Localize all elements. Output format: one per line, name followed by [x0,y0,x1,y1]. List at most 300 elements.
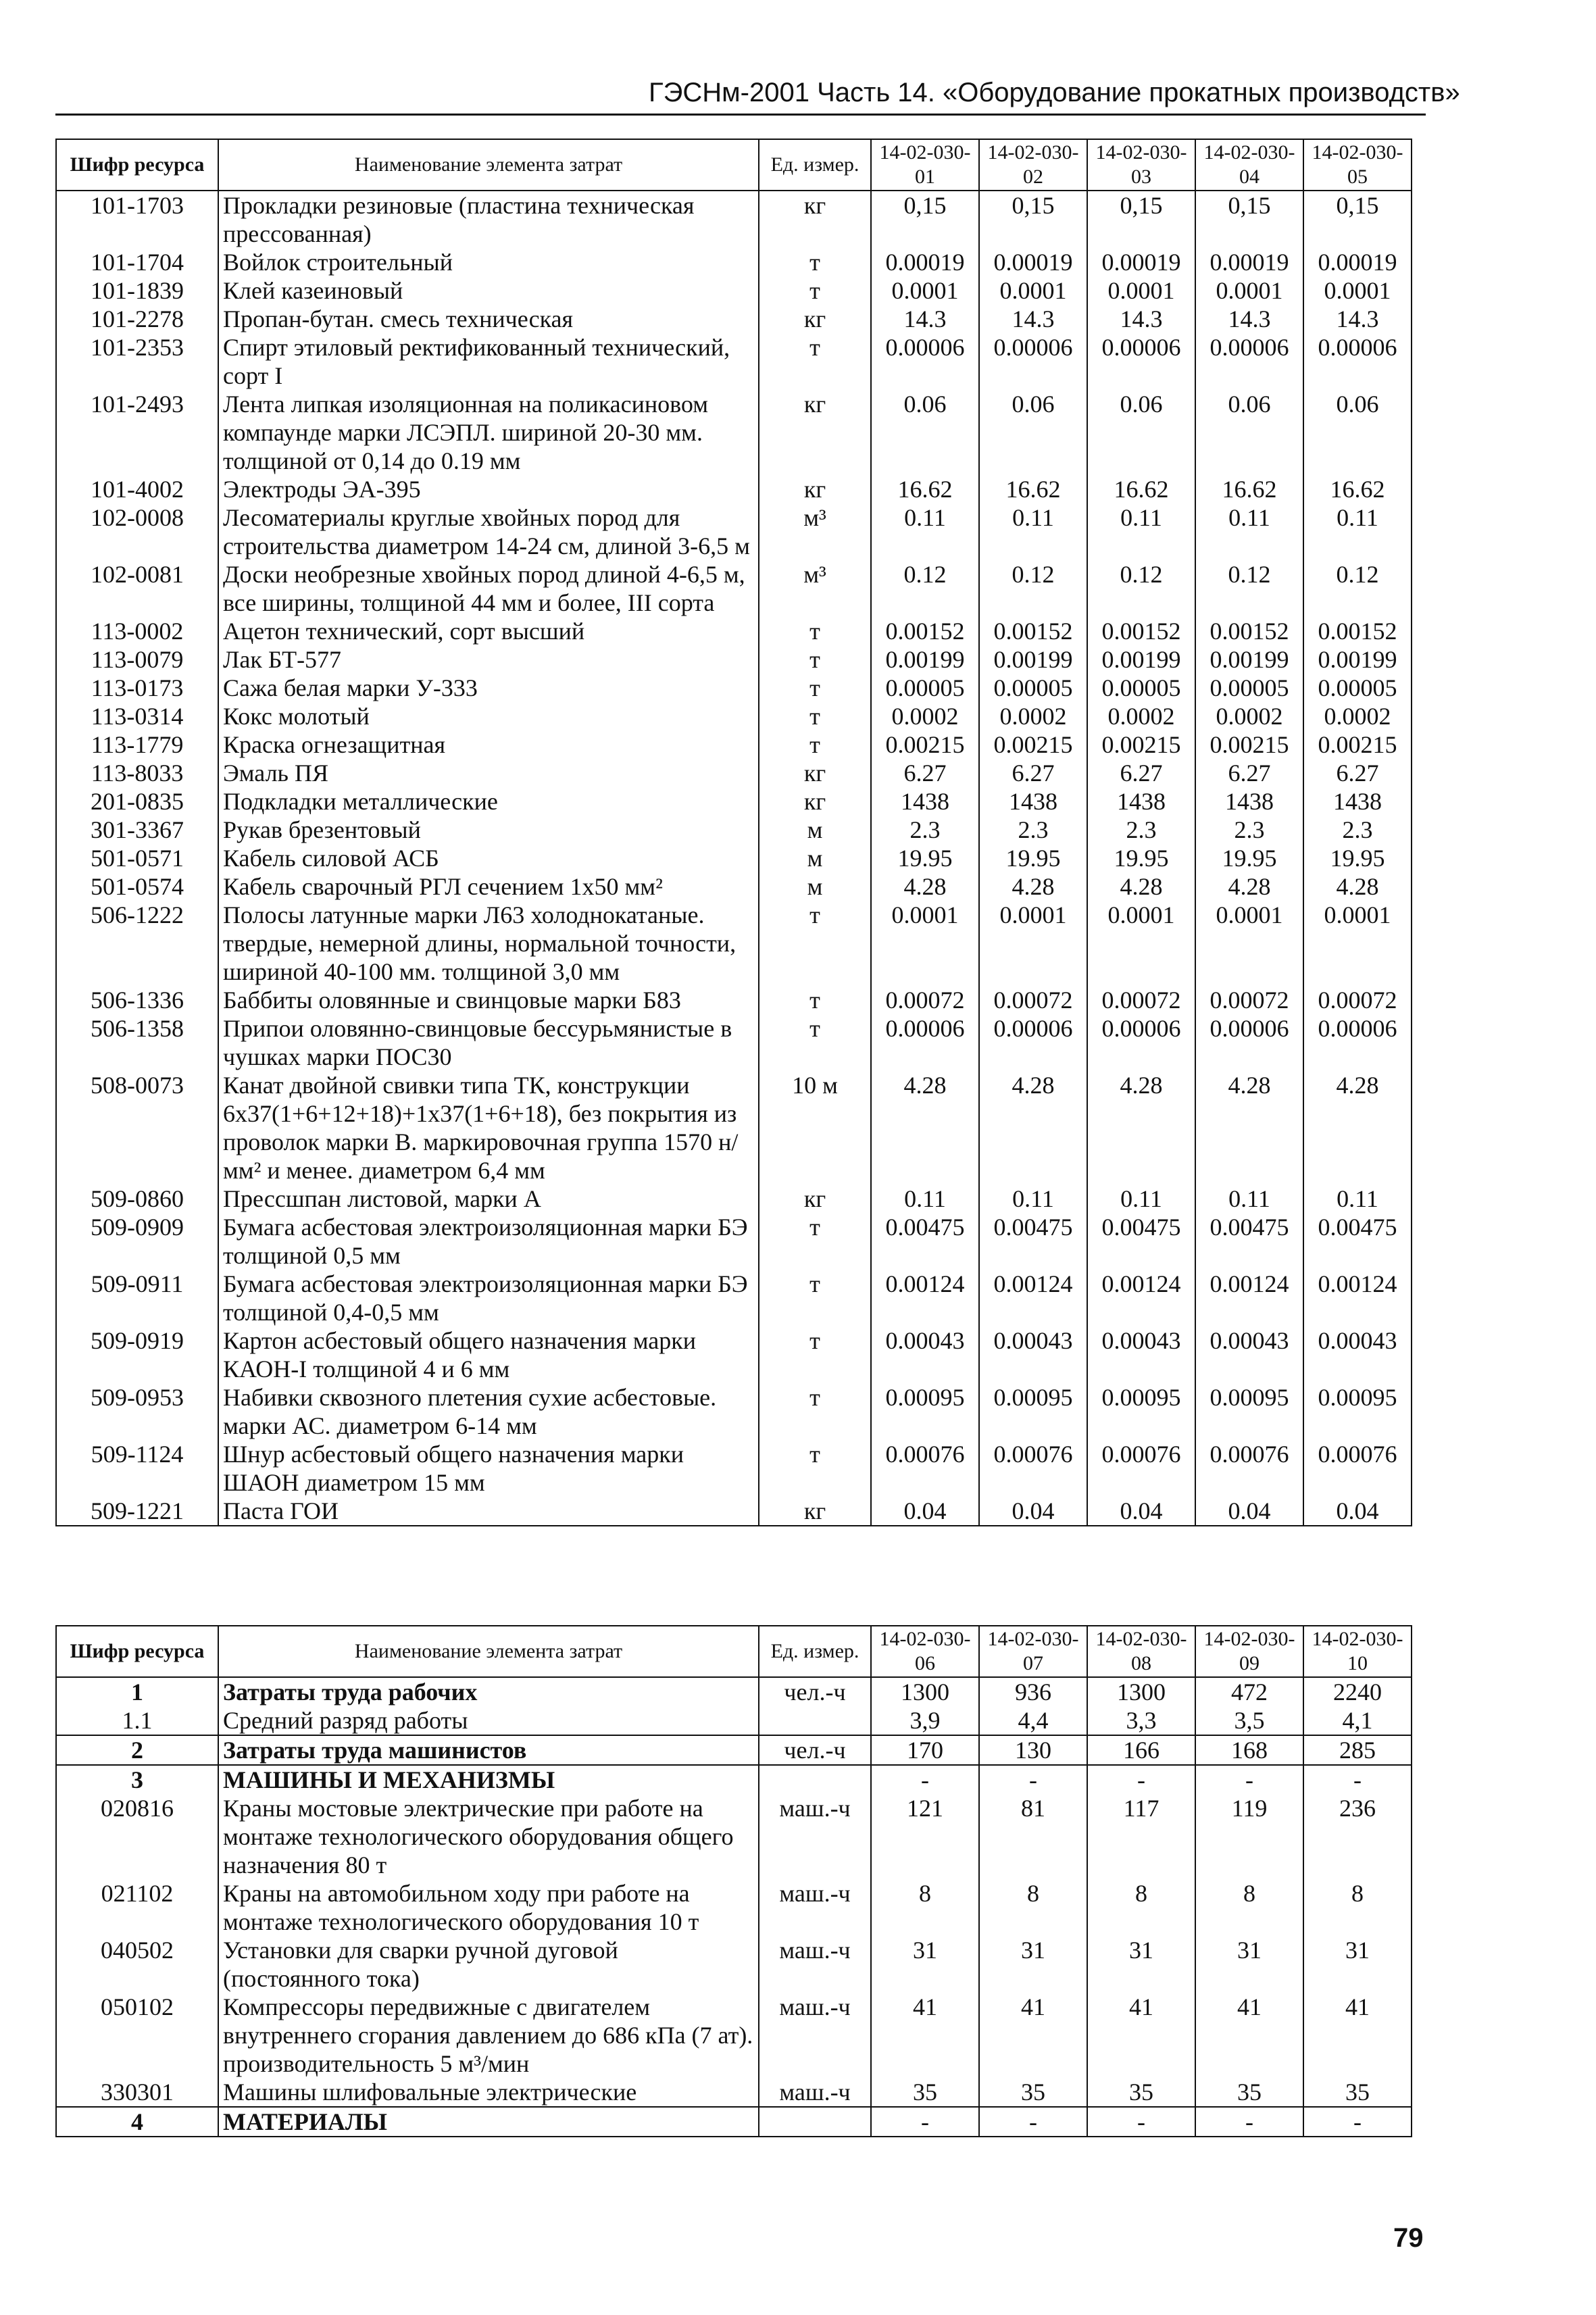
resource-code-cell: 509-1221 [56,1497,218,1526]
value-cell: 16.62 [871,475,979,503]
value-cell: 8 [1195,1879,1303,1936]
value-cell: 4.28 [871,872,979,901]
value-cell: - [979,2107,1087,2137]
cost-element-name-cell: Ацетон технический, сорт высший [218,617,759,645]
value-cell: 2.3 [1195,816,1303,844]
value-cell: 0.00124 [1195,1270,1303,1326]
value-cell: 81 [979,1794,1087,1879]
unit-cell: т [759,901,871,986]
cost-element-name-cell: Бумага асбестовая электроизоляционная марки БЭ толщиной 0,4-0,5 мм [218,1270,759,1326]
value-cell: 2.3 [1303,816,1412,844]
table-row [56,901,1412,986]
unit-cell: т [759,1270,871,1326]
value-cell: 14.3 [1195,305,1303,333]
value-cell: 6.27 [979,759,1087,787]
table-row [56,645,1412,674]
value-cell: 170 [871,1735,979,1765]
cost-element-name-cell: МАТЕРИАЛЫ [218,2107,759,2137]
unit-cell [759,1706,871,1735]
value-cell: 41 [1303,1993,1412,2078]
table-row [56,1677,1412,1706]
value-cell: - [1303,1765,1412,1794]
resource-code-cell: 501-0574 [56,872,218,901]
value-cell: 0.12 [1087,560,1195,617]
unit-cell: т [759,276,871,305]
unit-cell: чел.-ч [759,1677,871,1706]
value-cell: 0.11 [1087,1185,1195,1213]
value-cell: 0.0002 [871,702,979,730]
cost-element-name-cell: Баббиты оловянные и свинцовые марки Б83 [218,986,759,1014]
value-cell: 19.95 [979,844,1087,872]
value-cell: 0.00199 [979,645,1087,674]
value-cell: - [979,1765,1087,1794]
value-cell: 35 [1195,2078,1303,2107]
value-cell: 117 [1087,1794,1195,1879]
value-cell: 0.11 [871,1185,979,1213]
value-cell: 1438 [871,787,979,816]
cost-element-name-cell: Полосы латунные марки Л63 холоднокатаные. твердые, немерной длины, нормальной точности, шириной 40-100 мм. толщиной 3,0 мм [218,901,759,986]
value-cell: 0.00475 [871,1213,979,1270]
value-cell: 0.04 [1195,1497,1303,1526]
value-cell: 0.12 [1195,560,1303,617]
value-cell: 0.00072 [1303,986,1412,1014]
value-cell: 0.0001 [1303,901,1412,986]
unit-cell: т [759,645,871,674]
table-row [56,1735,1412,1765]
unit-cell: кг [759,475,871,503]
value-cell: 0.00215 [871,730,979,759]
page-header: ГЭСНм-2001 Часть 14. «Оборудование прокатных производств» [649,78,1460,107]
value-cell: 8 [1087,1879,1195,1936]
cost-element-name-cell: Шнур асбестовый общего назначения марки ШАОН диаметром 15 мм [218,1440,759,1497]
value-cell: 16.62 [1087,475,1195,503]
value-cell: 1300 [871,1677,979,1706]
unit-cell: м³ [759,503,871,560]
unit-cell: м [759,816,871,844]
resource-code-cell: 050102 [56,1993,218,2078]
resource-code-cell: 506-1336 [56,986,218,1014]
value-cell: 0.0001 [1303,276,1412,305]
unit-cell: м [759,844,871,872]
table-header-row [56,139,1412,191]
col-header-name: Наименование элемента затрат [218,1626,759,1677]
value-cell: 0.0002 [1303,702,1412,730]
value-cell: - [1195,1765,1303,1794]
value-cell: 4.28 [871,1071,979,1185]
value-cell: 0.00095 [1087,1383,1195,1440]
cost-element-name-cell: Подкладки металлические [218,787,759,816]
cost-element-name-cell: Затраты труда машинистов [218,1735,759,1765]
table-row [56,560,1412,617]
value-cell: 0.12 [1303,560,1412,617]
table-row [56,1706,1412,1735]
value-cell: 0.00043 [1195,1326,1303,1383]
cost-element-name-cell: Картон асбестовый общего назначения марки КАОН-I толщиной 4 и 6 мм [218,1326,759,1383]
value-cell: 1438 [979,787,1087,816]
value-cell: - [1195,2107,1303,2137]
resource-code-cell: 301-3367 [56,816,218,844]
value-cell: 19.95 [1195,844,1303,872]
cost-element-name-cell: Установки для сварки ручной дуговой (постоянного тока) [218,1936,759,1993]
value-cell: 35 [871,2078,979,2107]
value-cell: 0.00043 [1087,1326,1195,1383]
unit-cell: т [759,730,871,759]
resource-code-cell: 201-0835 [56,787,218,816]
unit-cell: 10 м [759,1071,871,1185]
table-row [56,1213,1412,1270]
value-cell: 6.27 [1195,759,1303,787]
unit-cell: кг [759,191,871,248]
value-cell: 31 [979,1936,1087,1993]
unit-cell: т [759,674,871,702]
value-cell: 0.00152 [1087,617,1195,645]
resource-code-cell: 501-0571 [56,844,218,872]
value-cell: 4.28 [1303,1071,1412,1185]
unit-cell: т [759,248,871,276]
value-cell: 19.95 [1087,844,1195,872]
value-cell: 0.12 [979,560,1087,617]
table-row [56,1185,1412,1213]
value-cell: 0.00475 [1303,1213,1412,1270]
resource-code-cell: 1 [56,1677,218,1706]
cost-element-name-cell: Лента липкая изоляционная на поликасиновом компаунде марки ЛСЭПЛ. шириной 20-30 мм. толщиной от 0,14 до 0.19 мм [218,390,759,475]
value-cell: - [871,1765,979,1794]
unit-cell: кг [759,305,871,333]
value-cell: - [1087,2107,1195,2137]
table-row [56,2078,1412,2107]
value-cell: 0.0001 [1195,901,1303,986]
col-header-unit: Ед. измер. [759,1626,871,1677]
value-cell: 0.00124 [1303,1270,1412,1326]
value-cell: 41 [871,1993,979,2078]
cost-element-name-cell: Рукав брезентовый [218,816,759,844]
value-cell: 0.06 [1195,390,1303,475]
cost-element-name-cell: Прессшпан листовой, марки А [218,1185,759,1213]
value-cell: 0.00475 [979,1213,1087,1270]
resource-code-cell: 506-1358 [56,1014,218,1071]
resource-code-cell: 101-2493 [56,390,218,475]
table-row [56,872,1412,901]
value-cell: 0,15 [1087,191,1195,248]
value-cell: 0.11 [979,1185,1087,1213]
cost-element-name-cell: Канат двойной свивки типа ТК, конструкции 6х37(1+6+12+18)+1х37(1+6+18), без покрытия из проволок марки В. маркировочная группа 1570 н/мм² и менее. диаметром 6,4 мм [218,1071,759,1185]
unit-cell: чел.-ч [759,1735,871,1765]
value-cell: 16.62 [1303,475,1412,503]
resource-code-cell: 1.1 [56,1706,218,1735]
value-cell: 0.00043 [871,1326,979,1383]
resource-code-cell: 509-0909 [56,1213,218,1270]
value-cell: 0.00076 [1195,1440,1303,1497]
value-cell: 119 [1195,1794,1303,1879]
value-cell: 14.3 [1087,305,1195,333]
col-header-3: 14-02-030-03 [1087,139,1195,191]
value-cell: 16.62 [1195,475,1303,503]
table-row [56,1014,1412,1071]
resource-code-cell: 506-1222 [56,901,218,986]
value-cell: 0.00006 [871,333,979,390]
resource-code-cell: 3 [56,1765,218,1794]
resource-code-cell: 113-0002 [56,617,218,645]
resource-code-cell: 330301 [56,2078,218,2107]
value-cell: 0.0001 [871,276,979,305]
value-cell: 0.00199 [1195,645,1303,674]
unit-cell: кг [759,759,871,787]
value-cell: 4.28 [1195,872,1303,901]
value-cell: 35 [1087,2078,1195,2107]
value-cell: 0.11 [979,503,1087,560]
value-cell: 8 [1303,1879,1412,1936]
value-cell: 0.00043 [1303,1326,1412,1383]
value-cell: 0.00076 [871,1440,979,1497]
value-cell: 2.3 [871,816,979,844]
value-cell: 4.28 [979,1071,1087,1185]
resource-code-cell: 113-0314 [56,702,218,730]
value-cell: 41 [1087,1993,1195,2078]
resource-code-cell: 113-0173 [56,674,218,702]
value-cell: 0.00072 [1087,986,1195,1014]
value-cell: 0.00124 [979,1270,1087,1326]
value-cell: 35 [1303,2078,1412,2107]
value-cell: 4,1 [1303,1706,1412,1735]
value-cell: 0.0001 [979,901,1087,986]
value-cell: 0.00215 [979,730,1087,759]
value-cell: 285 [1303,1735,1412,1765]
value-cell: 166 [1087,1735,1195,1765]
value-cell: 6.27 [871,759,979,787]
value-cell: 0.06 [1303,390,1412,475]
unit-cell [759,2107,871,2137]
value-cell: 0.00124 [871,1270,979,1326]
resource-code-cell: 101-4002 [56,475,218,503]
unit-cell: т [759,333,871,390]
value-cell: 41 [979,1993,1087,2078]
cost-element-name-cell: Бумага асбестовая электроизоляционная марки БЭ толщиной 0,5 мм [218,1213,759,1270]
cost-element-name-cell: Краска огнезащитная [218,730,759,759]
value-cell: 121 [871,1794,979,1879]
value-cell: 16.62 [979,475,1087,503]
value-cell: 4.28 [1195,1071,1303,1185]
value-cell: 0.0002 [979,702,1087,730]
table-row [56,787,1412,816]
table-row [56,1497,1412,1526]
table-row [56,503,1412,560]
value-cell: 0.11 [1087,503,1195,560]
resource-code-cell: 101-2278 [56,305,218,333]
value-cell: 0.00006 [979,333,1087,390]
col-header-3: 14-02-030-08 [1087,1626,1195,1677]
value-cell: 0.00152 [979,617,1087,645]
table-row [56,986,1412,1014]
value-cell: 168 [1195,1735,1303,1765]
unit-cell: м³ [759,560,871,617]
cost-element-name-cell: Пропан-бутан. смесь техническая [218,305,759,333]
value-cell: 0.00199 [871,645,979,674]
unit-cell: т [759,1383,871,1440]
resource-code-cell: 509-0953 [56,1383,218,1440]
value-cell: 0.00006 [979,1014,1087,1071]
table-row [56,191,1412,248]
value-cell: 3,5 [1195,1706,1303,1735]
value-cell: 0.00072 [979,986,1087,1014]
value-cell: 19.95 [1303,844,1412,872]
unit-cell: т [759,1014,871,1071]
value-cell: 3,3 [1087,1706,1195,1735]
resource-code-cell: 113-1779 [56,730,218,759]
unit-cell: т [759,986,871,1014]
unit-cell: м [759,872,871,901]
value-cell: 4,4 [979,1706,1087,1735]
value-cell: 0.11 [871,503,979,560]
value-cell: 0.00005 [871,674,979,702]
value-cell: 0.00006 [1087,1014,1195,1071]
table-row [56,276,1412,305]
unit-cell: кг [759,1497,871,1526]
table-row [56,1794,1412,1879]
table-row [56,1936,1412,1993]
value-cell: 0.00215 [1303,730,1412,759]
value-cell: 0.00006 [1195,333,1303,390]
resource-code-cell: 508-0073 [56,1071,218,1185]
resource-code-cell: 101-2353 [56,333,218,390]
value-cell: 0.00095 [979,1383,1087,1440]
table-row [56,1270,1412,1326]
resource-code-cell: 2 [56,1735,218,1765]
table-row [56,1993,1412,2078]
value-cell: 0.11 [1303,1185,1412,1213]
unit-cell: кг [759,390,871,475]
value-cell: 2240 [1303,1677,1412,1706]
col-header-1: 14-02-030-01 [871,139,979,191]
table-row [56,702,1412,730]
col-header-code: Шифр ресурса [56,1626,218,1677]
value-cell: 0.11 [1303,503,1412,560]
value-cell: 31 [1195,1936,1303,1993]
cost-element-name-cell: Затраты труда рабочих [218,1677,759,1706]
value-cell: - [1087,1765,1195,1794]
col-header-name: Наименование элемента затрат [218,139,759,191]
resource-code-cell: 020816 [56,1794,218,1879]
resource-code-cell: 101-1704 [56,248,218,276]
labor-machines-table [55,1625,1412,2137]
value-cell: 19.95 [871,844,979,872]
value-cell: 2.3 [1087,816,1195,844]
resource-code-cell: 509-0911 [56,1270,218,1326]
value-cell: 0.00199 [1087,645,1195,674]
resource-code-cell: 113-8033 [56,759,218,787]
cost-element-name-cell: Сажа белая марки У-333 [218,674,759,702]
value-cell: 0.12 [871,560,979,617]
unit-cell: маш.-ч [759,2078,871,2107]
table-row [56,674,1412,702]
col-header-4: 14-02-030-09 [1195,1626,1303,1677]
value-cell: 41 [1195,1993,1303,2078]
col-header-2: 14-02-030-02 [979,139,1087,191]
col-header-1: 14-02-030-06 [871,1626,979,1677]
table-row [56,816,1412,844]
value-cell: 0.04 [871,1497,979,1526]
cost-element-name-cell: Компрессоры передвижные с двигателем внутреннего сгорания давлением до 686 кПа (7 ат). производительность 5 м³/мин [218,1993,759,2078]
value-cell: 31 [871,1936,979,1993]
value-cell: 0,15 [979,191,1087,248]
table-row [56,1440,1412,1497]
cost-element-name-cell: Войлок строительный [218,248,759,276]
resource-code-cell: 101-1839 [56,276,218,305]
table-row [56,2107,1412,2137]
unit-cell: маш.-ч [759,1794,871,1879]
col-header-5: 14-02-030-05 [1303,139,1412,191]
value-cell: 0.0002 [1195,702,1303,730]
unit-cell: т [759,702,871,730]
resource-code-cell: 509-0919 [56,1326,218,1383]
cost-element-name-cell: Припои оловянно-свинцовые бессурьмянистые в чушках марки ПОС30 [218,1014,759,1071]
unit-cell: т [759,1326,871,1383]
value-cell: 0.00475 [1087,1213,1195,1270]
value-cell: - [871,2107,979,2137]
table-row [56,333,1412,390]
table-row [56,305,1412,333]
value-cell: 1438 [1087,787,1195,816]
value-cell: 472 [1195,1677,1303,1706]
page-number: 79 [1393,2223,1424,2253]
resource-code-cell: 021102 [56,1879,218,1936]
resource-code-cell: 102-0081 [56,560,218,617]
value-cell: 0.00006 [1303,1014,1412,1071]
col-header-5: 14-02-030-10 [1303,1626,1412,1677]
table-row [56,248,1412,276]
value-cell: 0.00152 [1195,617,1303,645]
value-cell: 6.27 [1087,759,1195,787]
unit-cell: т [759,1440,871,1497]
cost-element-name-cell: Кабель сварочный РГЛ сечением 1х50 мм² [218,872,759,901]
value-cell: 31 [1087,1936,1195,1993]
value-cell: 0.00019 [1087,248,1195,276]
value-cell: 0.00005 [1087,674,1195,702]
value-cell: 14.3 [979,305,1087,333]
value-cell: 1438 [1195,787,1303,816]
value-cell: 1438 [1303,787,1412,816]
cost-element-name-cell: Электроды ЭА-395 [218,475,759,503]
resource-code-cell: 113-0079 [56,645,218,674]
value-cell: 0.00019 [979,248,1087,276]
unit-cell: кг [759,787,871,816]
value-cell: 0.00215 [1195,730,1303,759]
value-cell: 0,15 [1303,191,1412,248]
value-cell: 0.04 [979,1497,1087,1526]
value-cell: 0.00043 [979,1326,1087,1383]
value-cell: 0.11 [1195,1185,1303,1213]
value-cell: 4.28 [979,872,1087,901]
value-cell: 0.00005 [1195,674,1303,702]
value-cell: 1300 [1087,1677,1195,1706]
value-cell: 0.11 [1195,503,1303,560]
value-cell: - [1303,2107,1412,2137]
value-cell: 0.00199 [1303,645,1412,674]
value-cell: 0.00006 [1195,1014,1303,1071]
table-row [56,1071,1412,1185]
value-cell: 0.00019 [871,248,979,276]
cost-element-name-cell: Краны мостовые электрические при работе на монтаже технологического оборудования общего назначения 80 т [218,1794,759,1879]
cost-element-name-cell: Доски необрезные хвойных пород длиной 4-6,5 м, все ширины, толщиной 44 мм и более, III сорта [218,560,759,617]
cost-element-name-cell: Набивки сквозного плетения сухие асбестовые. марки АС. диаметром 6-14 мм [218,1383,759,1440]
value-cell: 936 [979,1677,1087,1706]
value-cell: 0.06 [1087,390,1195,475]
table-row [56,390,1412,475]
value-cell: 0.00072 [871,986,979,1014]
value-cell: 14.3 [1303,305,1412,333]
value-cell: 8 [871,1879,979,1936]
unit-cell: маш.-ч [759,1936,871,1993]
value-cell: 0.00124 [1087,1270,1195,1326]
